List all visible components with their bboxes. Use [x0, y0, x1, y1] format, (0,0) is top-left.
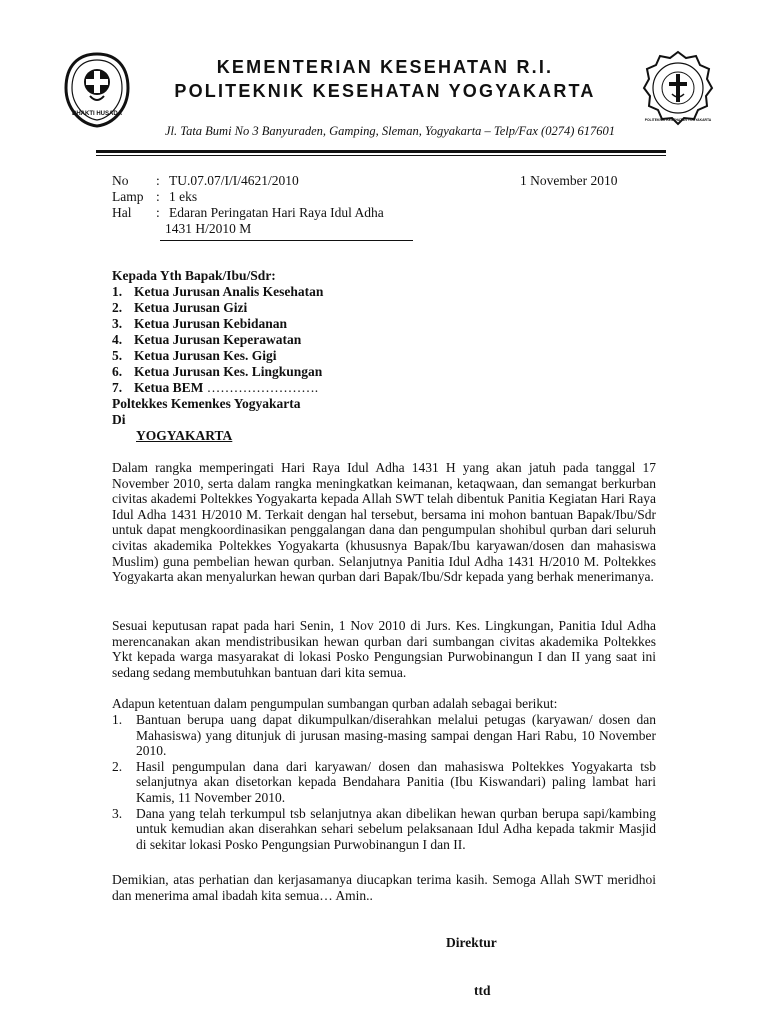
recipient-item: 4. Ketua Jurusan Keperawatan: [112, 332, 302, 347]
meta-hal-value-2: 1431 H/2010 M: [165, 221, 252, 236]
subject-underline: [160, 240, 413, 241]
recipient-item: 2. Ketua Jurusan Gizi: [112, 300, 248, 315]
recipient-di: Di: [112, 412, 126, 427]
meta-lamp: [112, 189, 432, 205]
recipient-dots: …………………….: [206, 380, 319, 395]
ministry-title: KEMENTERIAN KESEHATAN R.I.: [216, 57, 554, 77]
recipient-item: 3. Ketua Jurusan Kebidanan: [112, 316, 288, 331]
meta-no-value: TU.07.07/I/I/4621/2010: [169, 173, 299, 188]
letterhead-rule-thin: [96, 155, 666, 156]
list-item: 1. Bantuan berupa uang dapat dikumpulkan/diserahkan melalui petugas (karyawan/ dosen dan Mahasiswa) yang ditunjuk di jurusan masing-masing sampai dengan Hari Rabu, 10 November 2010.: [112, 712, 656, 759]
letterhead-rule-thick: [96, 150, 666, 153]
bhakti-husada-logo: [64, 52, 130, 128]
signatory-title: Direktur: [446, 935, 497, 950]
recipient-item: 6. Ketua Jurusan Kes. Lingkungan: [112, 364, 323, 379]
list-item: 3. Dana yang telah terkumpul tsb selanjutnya akan dibelikan hewan qurban berupa sapi/kambing untuk kemudian akan diserahkan sehari sebelum pelaksanaan Idul Adha kepada takmir Masjid di sekitar lokasi Posko Pengungsian Purwobinangun I dan II.: [112, 805, 656, 852]
recipient-item: 1. Ketua Jurusan Analis Kesehatan: [112, 284, 324, 299]
recipient-org: Poltekkes Kemenkes Yogyakarta: [112, 396, 301, 411]
recipient-block: [112, 268, 323, 444]
meta-colon: :: [156, 205, 160, 220]
meta-colon: :: [156, 173, 160, 188]
closing-paragraph: Demikian, atas perhatian dan kerjasamanya diucapkan terima kasih. Semoga Allah SWT meridhoi dan menerima amal ibadah kita semua… Amin..: [112, 872, 656, 903]
body-paragraph-1: Dalam rangka memperingati Hari Raya Idul Adha 1431 H yang akan jatuh pada tanggal 17 November 2010, serta dalam rangka meningkatkan keimanan, ketaqwaan, dan semangat berkurban civitas akademi Poltekkes Yogyakarta kepada Allah SWT telah dibentuk Panitia Kegiatan Hari Raya Idul Adha 1431 H/2010 M. Terkait dengan hal tersebut, bersama ini mohon bantuan Bapak/Ibu/Sdr untuk dapat mengkoordinasikan penggalangan dana dan pengumpulan shohibul qurban dari seluruh civitas akademika Poltekkes Yogyakarta (khususnya Bapak/Ibu karyawan/dosen dan mahasiswa Muslim) guna pembelian hewan qurban. Selanjutnya Panitia Idul Adha 1431 H/2010 M. Poltekkes Yogyakarta akan menyalurkan hewan qurban dari Bapak/Ibu/Sdr kepada yang berhak menerimanya.: [112, 460, 656, 585]
recipient-city: YOGYAKARTA: [136, 428, 233, 443]
letter-date: 1 November 2010: [520, 173, 618, 188]
poltekkes-seal-logo: [642, 50, 714, 126]
meta-hal-label: Hal: [112, 205, 132, 220]
body-paragraph-2: Sesuai keputusan rapat pada hari Senin, 1 Nov 2010 di Jurs. Kes. Lingkungan, Panitia Idul Adha merencanakan akan mendistribusikan hewan qurban dari sumbangan civitas akademika Poltekkes Ykt kepada warga masyarakat di lokasi Posko Pengungsian Purwobinangun I dan II yang saat ini sedang sedang membutuhkan bantuan dari kita semua.: [112, 618, 656, 680]
recipient-greeting: Kepada Yth Bapak/Ibu/Sdr:: [112, 268, 276, 283]
meta-lamp-value: 1 eks: [169, 189, 198, 204]
list-item: 2. Hasil pengumpulan dana dari karyawan/ dosen dan mahasiswa Poltekkes Yogyakarta tsb selanjutnya akan disetorkan kepada Bendahara Panitia (Ibu Kiswandari) paling lambat hari Kamis, 11 November 2010.: [112, 758, 656, 805]
meta-hal: [112, 205, 432, 237]
letterhead-address: Jl. Tata Bumi No 3 Banyuraden, Gamping, Sleman, Yogyakarta – Telp/Fax (0274) 617601: [165, 124, 615, 138]
meta-hal-value-1: Edaran Peringatan Hari Raya Idul Adha: [169, 205, 384, 220]
meta-no-label: No: [112, 173, 129, 188]
signature-ttd: ttd: [474, 983, 491, 998]
institution-title: POLITEKNIK KESEHATAN YOGYAKARTA: [174, 81, 596, 101]
recipient-item: 5. Ketua Jurusan Kes. Gigi: [112, 348, 277, 363]
meta-no: [112, 173, 432, 189]
left-logo-text: BHAKTI HUSADA: [72, 111, 122, 117]
recipient-item: 7. Ketua BEM …………………….: [112, 380, 319, 395]
right-logo-text: POLITEKNIK KESEHATAN YOGYAKARTA: [644, 118, 712, 122]
meta-colon: :: [156, 189, 160, 204]
body-paragraph-3-intro: Adapun ketentuan dalam pengumpulan sumbangan qurban adalah sebagai berikut:: [112, 696, 558, 711]
meta-lamp-label: Lamp: [112, 189, 144, 204]
rules-list: [112, 712, 656, 852]
